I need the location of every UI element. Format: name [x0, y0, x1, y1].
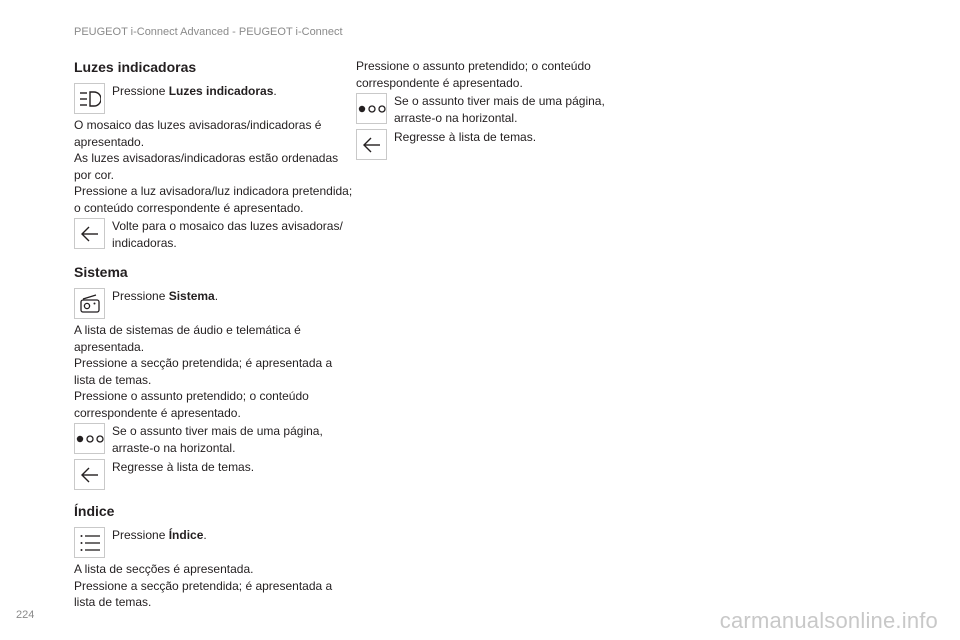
paragraph: Pressione o assunto pretendido; o conteúdo correspondente é apresentado. [74, 389, 309, 420]
section-heading: Sistema [74, 264, 128, 280]
section-indice [74, 502, 356, 611]
instruction-row [74, 83, 356, 114]
instruction-row [356, 129, 638, 160]
page-dots-icon [74, 423, 105, 454]
paragraph: Pressione a secção pretendida; é apresentada a lista de temas. [74, 356, 333, 387]
back-arrow-icon [74, 218, 105, 249]
instruction-row [74, 288, 356, 319]
instruction-text: Se o assunto tiver mais de uma página, arraste-o na horizontal. [394, 94, 605, 125]
paragraph: Pressione a luz avisadora/luz indicadora pretendida; o conteúdo correspondente é apresentado. [74, 184, 353, 215]
section-heading: Luzes indicadoras [74, 59, 197, 75]
document-header: PEUGEOT i-Connect Advanced - PEUGEOT i-Connect [74, 26, 343, 38]
paragraph: Pressione o assunto pretendido; o conteúdo correspondente é apresentado. [356, 59, 591, 90]
section-heading: Índice [74, 503, 115, 519]
left-column [74, 58, 356, 623]
right-column [356, 58, 638, 163]
paragraph: Pressione a secção pretendida; é apresentada a lista de temas. [74, 578, 333, 609]
section-luzes-indicadoras [74, 58, 356, 251]
instruction-text: Pressione Índice. [112, 528, 207, 542]
watermark: carmanualsonline.info [719, 608, 938, 633]
instruction-text: Volte para o mosaico das luzes avisadoras/ indicadoras. [112, 219, 343, 250]
page-number: 224 [16, 609, 35, 621]
paragraph: As luzes avisadoras/indicadoras estão ordenadas por cor. [74, 151, 339, 182]
paragraph: A lista de sistemas de áudio e telemática é apresentada. [74, 323, 301, 354]
section-sistema [74, 263, 356, 490]
instruction-row [356, 93, 638, 126]
instruction-text: Pressione Sistema. [112, 289, 219, 303]
instruction-row [74, 218, 356, 251]
back-arrow-icon [74, 459, 105, 490]
instruction-row [74, 459, 356, 490]
paragraph: O mosaico das luzes avisadoras/indicadoras é apresentado. [74, 118, 322, 149]
instruction-text: Regresse à lista de temas. [112, 460, 255, 474]
page-dots-icon [356, 93, 387, 124]
instruction-text: Pressione Luzes indicadoras. [112, 84, 277, 98]
instruction-row [74, 423, 356, 456]
radio-system-icon [74, 288, 105, 319]
index-list-icon [74, 527, 105, 558]
instruction-text: Se o assunto tiver mais de uma página, arraste-o na horizontal. [112, 424, 323, 455]
instruction-row [74, 527, 356, 558]
back-arrow-icon [356, 129, 387, 160]
paragraph: A lista de secções é apresentada. [74, 562, 254, 576]
warning-lights-icon [74, 83, 105, 114]
instruction-text: Regresse à lista de temas. [394, 130, 537, 144]
